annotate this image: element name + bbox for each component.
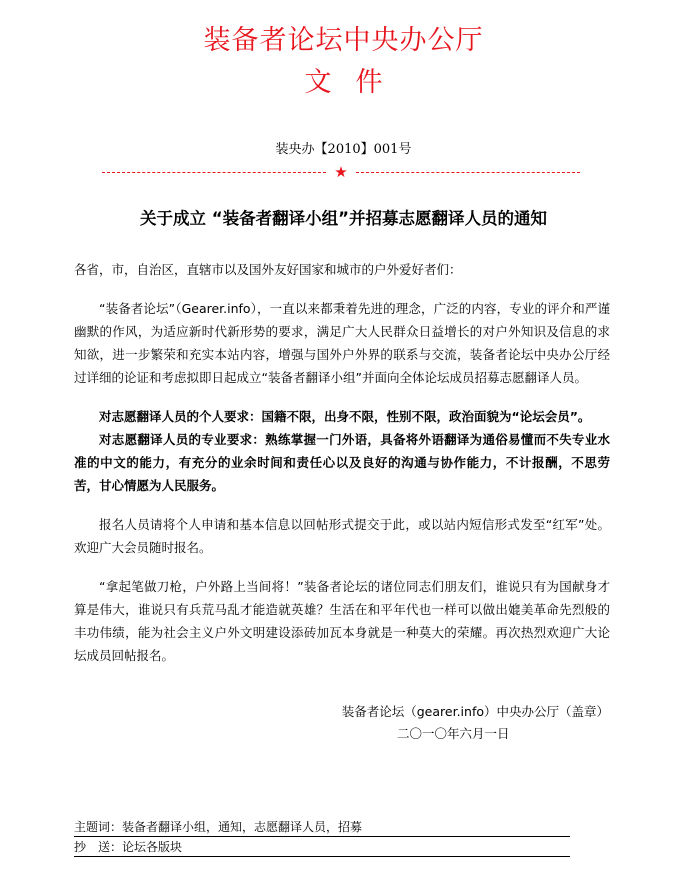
notice-title: 关于成立 “装备者翻译小组”并招募志愿翻译人员的通知 [140, 209, 547, 228]
greeting: 各省，市，自治区，直辖市以及国外友好国家和城市的户外爱好者们： [74, 262, 462, 277]
signature-date: 二〇一〇年六月一日 [397, 726, 510, 741]
document-number: 装央办【2010】001号 [275, 142, 412, 157]
keywords-row [74, 818, 570, 837]
red-divider [102, 164, 580, 180]
document-header-org: 装备者论坛中央办公厅 [203, 25, 484, 56]
header-word-wen: 文 [304, 67, 332, 98]
intro-paragraph: “装备者论坛”（Gearer.info），一直以来都秉着先进的理念，广泛的内容，专业的评介和严谨幽默的作风，为适应新时代新形势的要求，满足广大人民群众日益增长的对户外知识及信息的求知欲，进一步繁荣和充实本站内容，增强与国外户外界的联系与交流，装备者论坛中央办公厅经过详细的论证和考虑拟即日起成立“装备者翻译小组”并面向全体论坛成员招募志愿翻译人员。 [74, 301, 610, 385]
signup-paragraph: 报名人员请将个人申请和基本信息以回帖形式提交于此，或以站内短信形式发至“红军”处。欢迎广大会员随时报名。 [74, 517, 610, 555]
notice-body [74, 258, 610, 667]
personal-requirements: 对志愿翻译人员的个人要求：国籍不限，出身不限，性别不限，政治面貌为“论坛会员”。 [99, 409, 591, 424]
header-word-jian: 件 [355, 67, 383, 98]
document-header-type [0, 66, 687, 100]
professional-requirements: 对志愿翻译人员的专业要求：熟练掌握一门外语，具备将外语翻译为通俗易懂而不失专业水准的中文的能力，有充分的业余时间和责任心以及良好的沟通与协作能力，不计报酬，不思劳苦，甘心情愿为人民服务。 [74, 432, 610, 493]
star-icon: ★ [334, 163, 348, 181]
cc-value: 论坛各版块 [122, 840, 183, 854]
keywords-label: 主题词： [74, 820, 123, 834]
call-paragraph: “拿起笔做刀枪，户外路上当间将！”装备者论坛的诸位同志们朋友们，谁说只有为国献身才算是伟大，谁说只有兵荒马乱才能造就英雄？生活在和平年代也一样可以做出媲美革命先烈般的丰功伟绩，能为社会主义户外文明建设添砖加瓦本身就是一种莫大的荣耀。再次热烈欢迎广大论坛成员回帖报名。 [74, 579, 610, 663]
divider-line-right [356, 172, 580, 173]
signature-org: 装备者论坛（gearer.info）中央办公厅（盖章） [341, 704, 609, 719]
divider-line-left [102, 172, 326, 173]
cc-label: 抄 送： [74, 840, 123, 854]
cc-row [74, 838, 570, 857]
keywords-value: 装备者翻译小组，通知，志愿翻译人员，招募 [122, 820, 363, 834]
